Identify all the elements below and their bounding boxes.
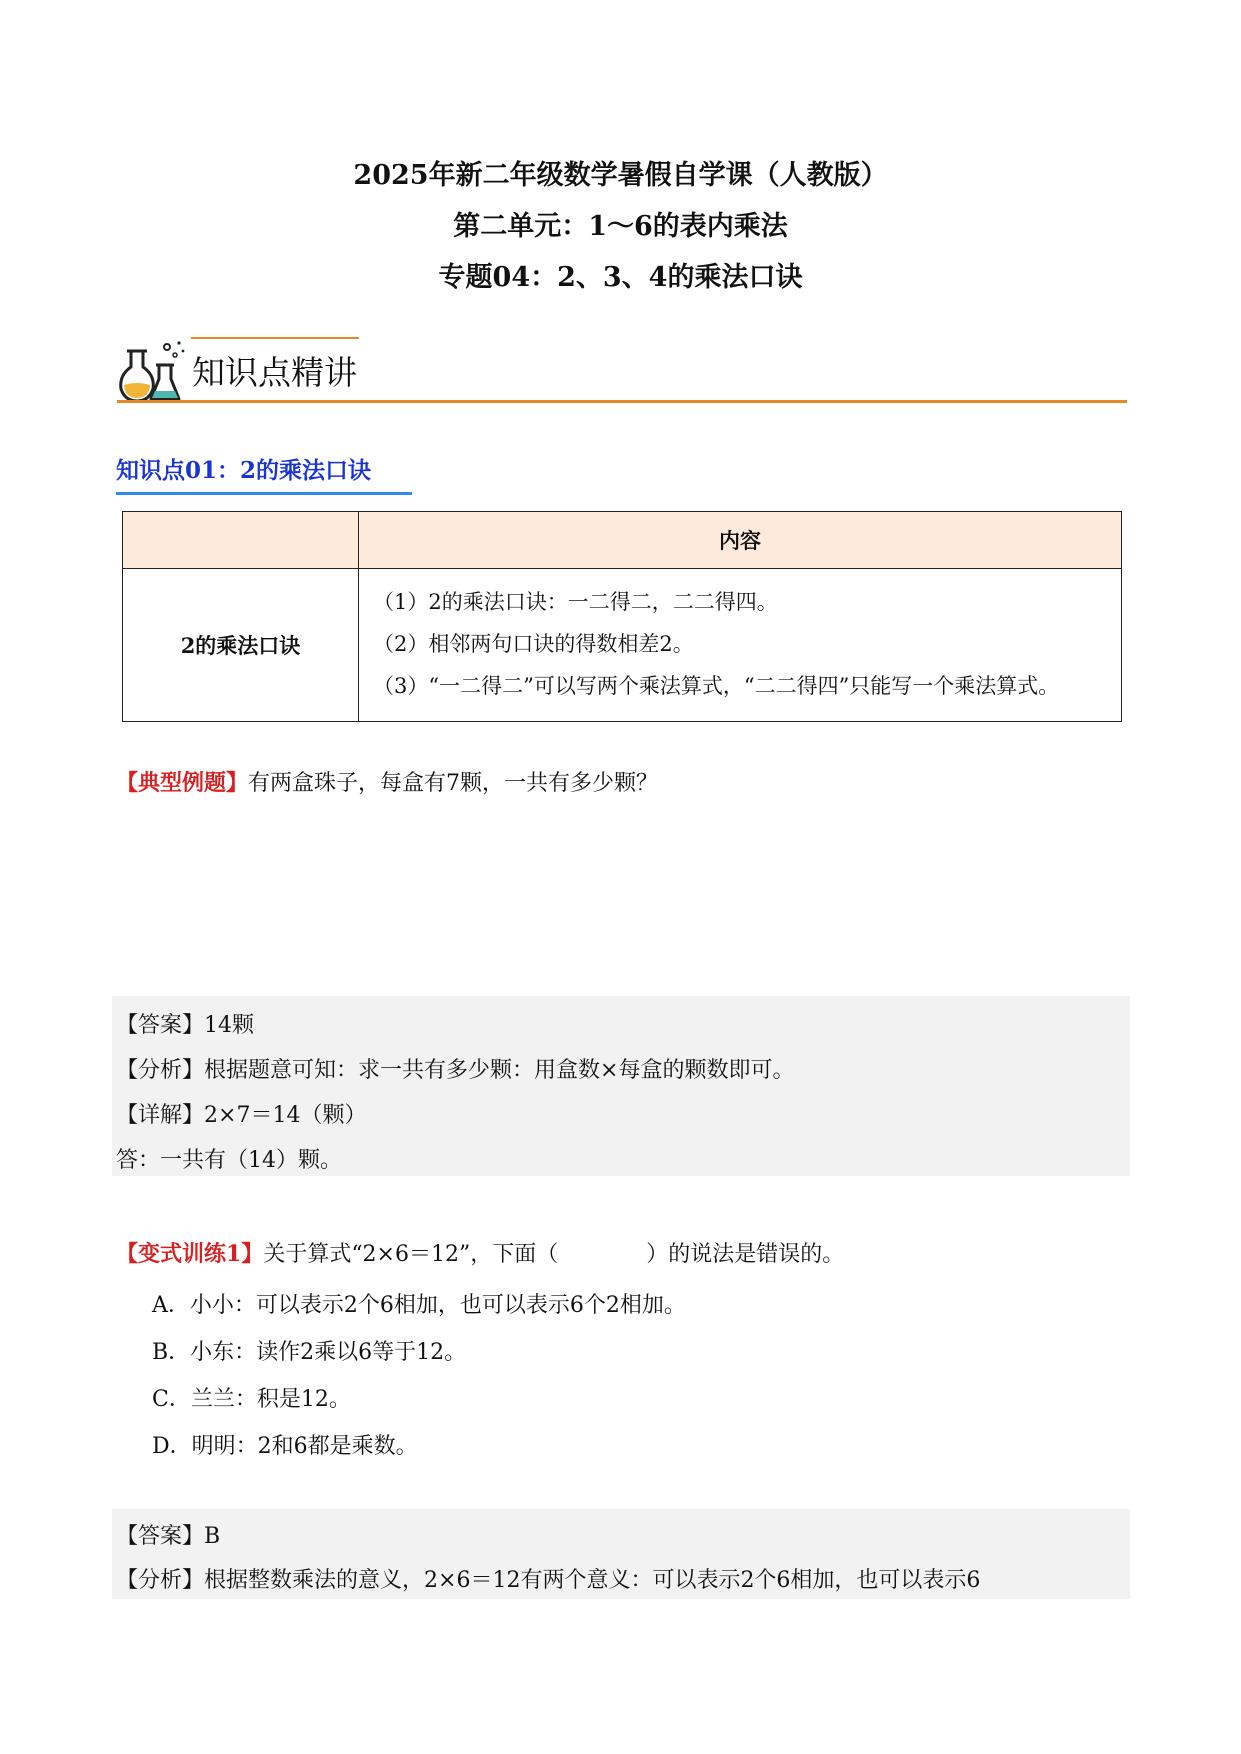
variant-question bbox=[116, 1239, 844, 1270]
table-item: （3）“一二得二”可以写两个乘法算式，“二二得四”只能写一个乘法算式。 bbox=[373, 674, 1060, 698]
answer-text: B bbox=[204, 1524, 221, 1549]
example-question bbox=[116, 768, 658, 799]
example-analysis bbox=[116, 1053, 794, 1084]
table-header-row bbox=[123, 512, 1122, 569]
example-answer-box bbox=[112, 996, 1130, 1176]
option-a: A．小小：可以表示2个6相加，也可以表示6个2相加。 bbox=[152, 1293, 686, 1318]
topic-title: 专题04：2、3、4的乘法口诀 bbox=[438, 262, 803, 293]
variant-analysis bbox=[116, 1563, 980, 1594]
example-final-answer: 答：一共有（14）颗。 bbox=[116, 1148, 342, 1173]
table-header-blank bbox=[123, 512, 359, 569]
section-divider bbox=[117, 400, 1127, 403]
section-title: 知识点精讲 bbox=[192, 353, 357, 392]
table-header-content: 内容 bbox=[359, 512, 1122, 569]
answer-text: 14颗 bbox=[204, 1013, 255, 1038]
example-question-text: 有两盒珠子，每盒有7颗，一共有多少颗？ bbox=[248, 771, 659, 796]
analysis-label: 【分析】 bbox=[116, 1568, 205, 1593]
unit-title: 第二单元：1～6的表内乘法 bbox=[453, 211, 788, 242]
section-accent-line bbox=[191, 337, 359, 339]
variant-question-text: 关于算式“2×6＝12”，下面（ ）的说法是错误的。 bbox=[263, 1242, 845, 1267]
table-item: （2）相邻两句口诀的得数相差2。 bbox=[373, 632, 694, 656]
answer-label: 【答案】 bbox=[116, 1013, 205, 1038]
analysis-text: 根据题意可知：求一共有多少颗：用盒数×每盒的颗数即可。 bbox=[204, 1058, 795, 1083]
table-item: （1）2的乘法口诀：一二得二，二二得四。 bbox=[373, 590, 778, 614]
flask-icon bbox=[117, 337, 189, 407]
option-b: B．小东：读作2乘以6等于12。 bbox=[152, 1340, 467, 1365]
section-heading bbox=[117, 337, 1127, 407]
detail-text: 2×7＝14（颗） bbox=[204, 1103, 367, 1128]
example-detail bbox=[116, 1098, 366, 1129]
variant-answer-box bbox=[112, 1509, 1130, 1599]
answer-label: 【答案】 bbox=[116, 1524, 205, 1549]
table-row bbox=[123, 569, 1122, 722]
knowledge-table bbox=[122, 511, 1122, 722]
analysis-text: 根据整数乘法的意义，2×6＝12有两个意义：可以表示2个6相加，也可以表示6 bbox=[204, 1568, 981, 1593]
table-row-content bbox=[359, 569, 1122, 722]
detail-label: 【详解】 bbox=[116, 1103, 205, 1128]
example-tag: 【典型例题】 bbox=[116, 770, 249, 796]
variant-tag: 【变式训练1】 bbox=[116, 1241, 264, 1267]
knowledge-point-title: 知识点01：2的乘法口诀 bbox=[116, 457, 372, 484]
table-row-label: 2的乘法口诀 bbox=[123, 569, 359, 722]
document-title: 2025年新二年级数学暑假自学课（人教版） bbox=[353, 160, 888, 191]
option-c: C．兰兰：积是12。 bbox=[152, 1387, 351, 1412]
variant-answer bbox=[116, 1519, 220, 1550]
analysis-label: 【分析】 bbox=[116, 1058, 205, 1083]
document-header bbox=[0, 150, 1241, 303]
knowledge-point-underline bbox=[116, 492, 412, 495]
example-answer bbox=[116, 1008, 254, 1039]
option-d: D．明明：2和6都是乘数。 bbox=[152, 1434, 418, 1459]
